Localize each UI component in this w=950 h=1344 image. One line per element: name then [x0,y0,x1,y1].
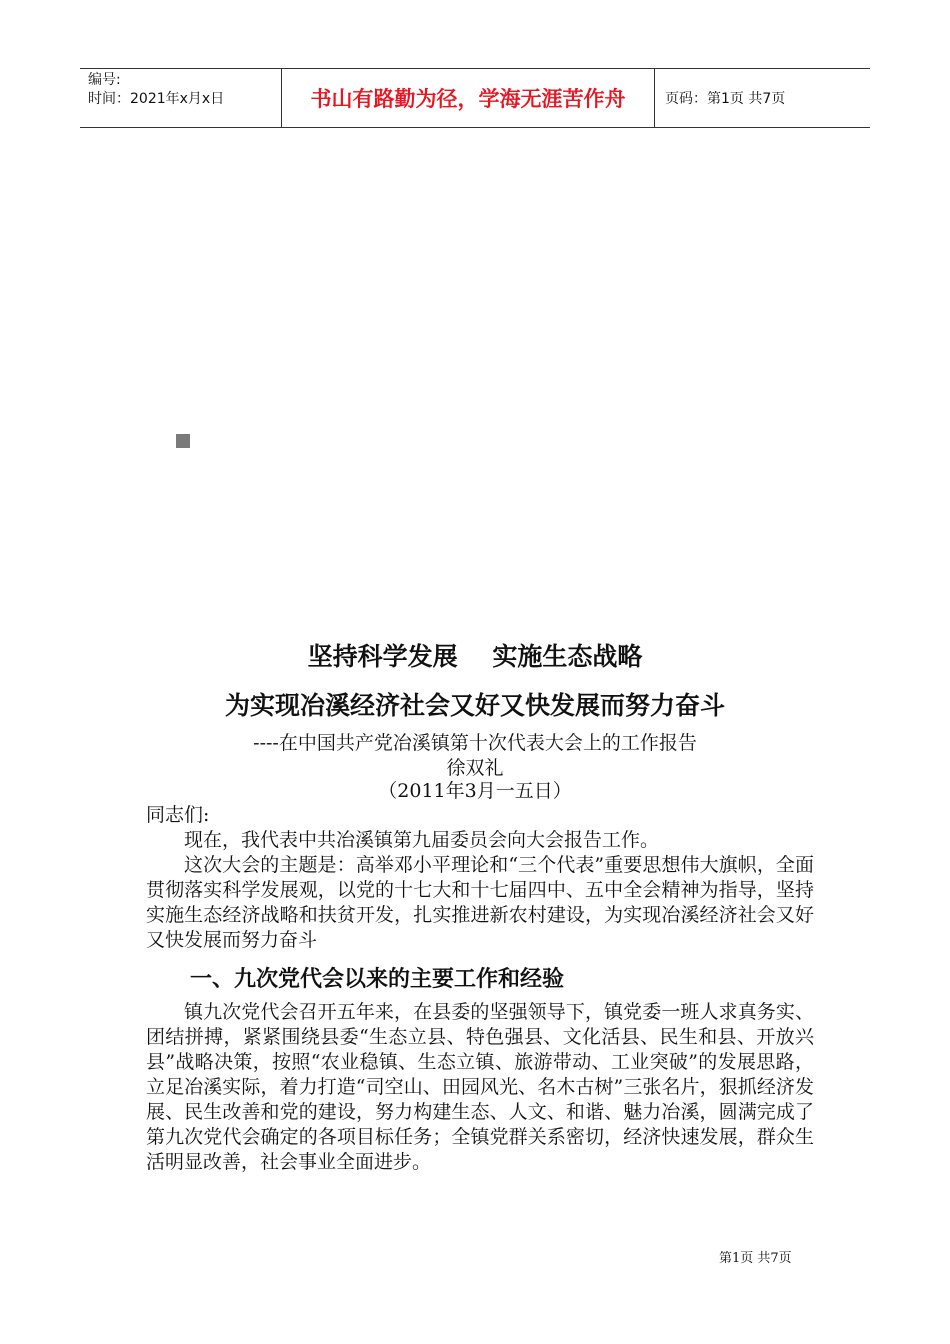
body-section-1 [146,1000,814,1175]
square-bullet-icon [176,434,190,448]
body-opening [146,803,814,953]
header-page-label: 页码：第1页 共7页 [665,91,786,107]
paragraph-3: 镇九次党代会召开五年来，在县委的坚强领导下，镇党委一班人求真务实、团结拼搏，紧紧围绕县委“生态立县、特色强县、文化活县、民生和县、开放兴县”战略决策，按照“农业稳镇、生态立镇、旅游带动、工业突破”的发展思路，立足冶溪实际，着力打造“司空山、田园风光、名木古树”三张名片，狠抓经济发展、民生改善和党的建设，努力构建生态、人文、和谐、魅力冶溪，圆满完成了第九次党代会确定的各项目标任务；全镇党群关系密切，经济快速发展，群众生活明显改善，社会事业全面进步。 [146,1001,814,1173]
paragraph-1: 现在，我代表中共冶溪镇第九届委员会向大会报告工作。 [184,829,660,851]
serial-label: 编号: [88,72,121,88]
subtitle-author: 徐双礼 [446,757,504,779]
header-meta [80,69,282,127]
date-label: 时间：2021年x月x日 [88,91,225,107]
section-heading-1: 一、九次党代会以来的主要工作和经验 [190,967,565,992]
title-line-2: 为实现冶溪经济社会又好又快发展而努力奋斗 [224,691,725,720]
salutation: 同志们: [146,804,210,826]
footer-page-number: 第1页 共7页 [719,1251,792,1266]
header-motto: 书山有路勤为径，学海无涯苦作舟 [282,69,655,127]
subtitle-date: （2011年3月一五日） [378,780,572,802]
title-line-1: 坚持科学发展 实施生态战略 [307,642,643,671]
paragraph-2: 这次大会的主题是：高举邓小平理论和“三个代表”重要思想伟大旗帜，全面贯彻落实科学发展观，以党的十七大和十七届四中、五中全会精神为指导，坚持实施生态经济战略和扶贫开发，扎实推进新农村建设，为实现冶溪经济社会又好又快发展而努力奋斗 [146,854,814,951]
subtitle-report: ----在中国共产党冶溪镇第十次代表大会上的工作报告 [253,732,697,754]
page-header [80,68,870,128]
